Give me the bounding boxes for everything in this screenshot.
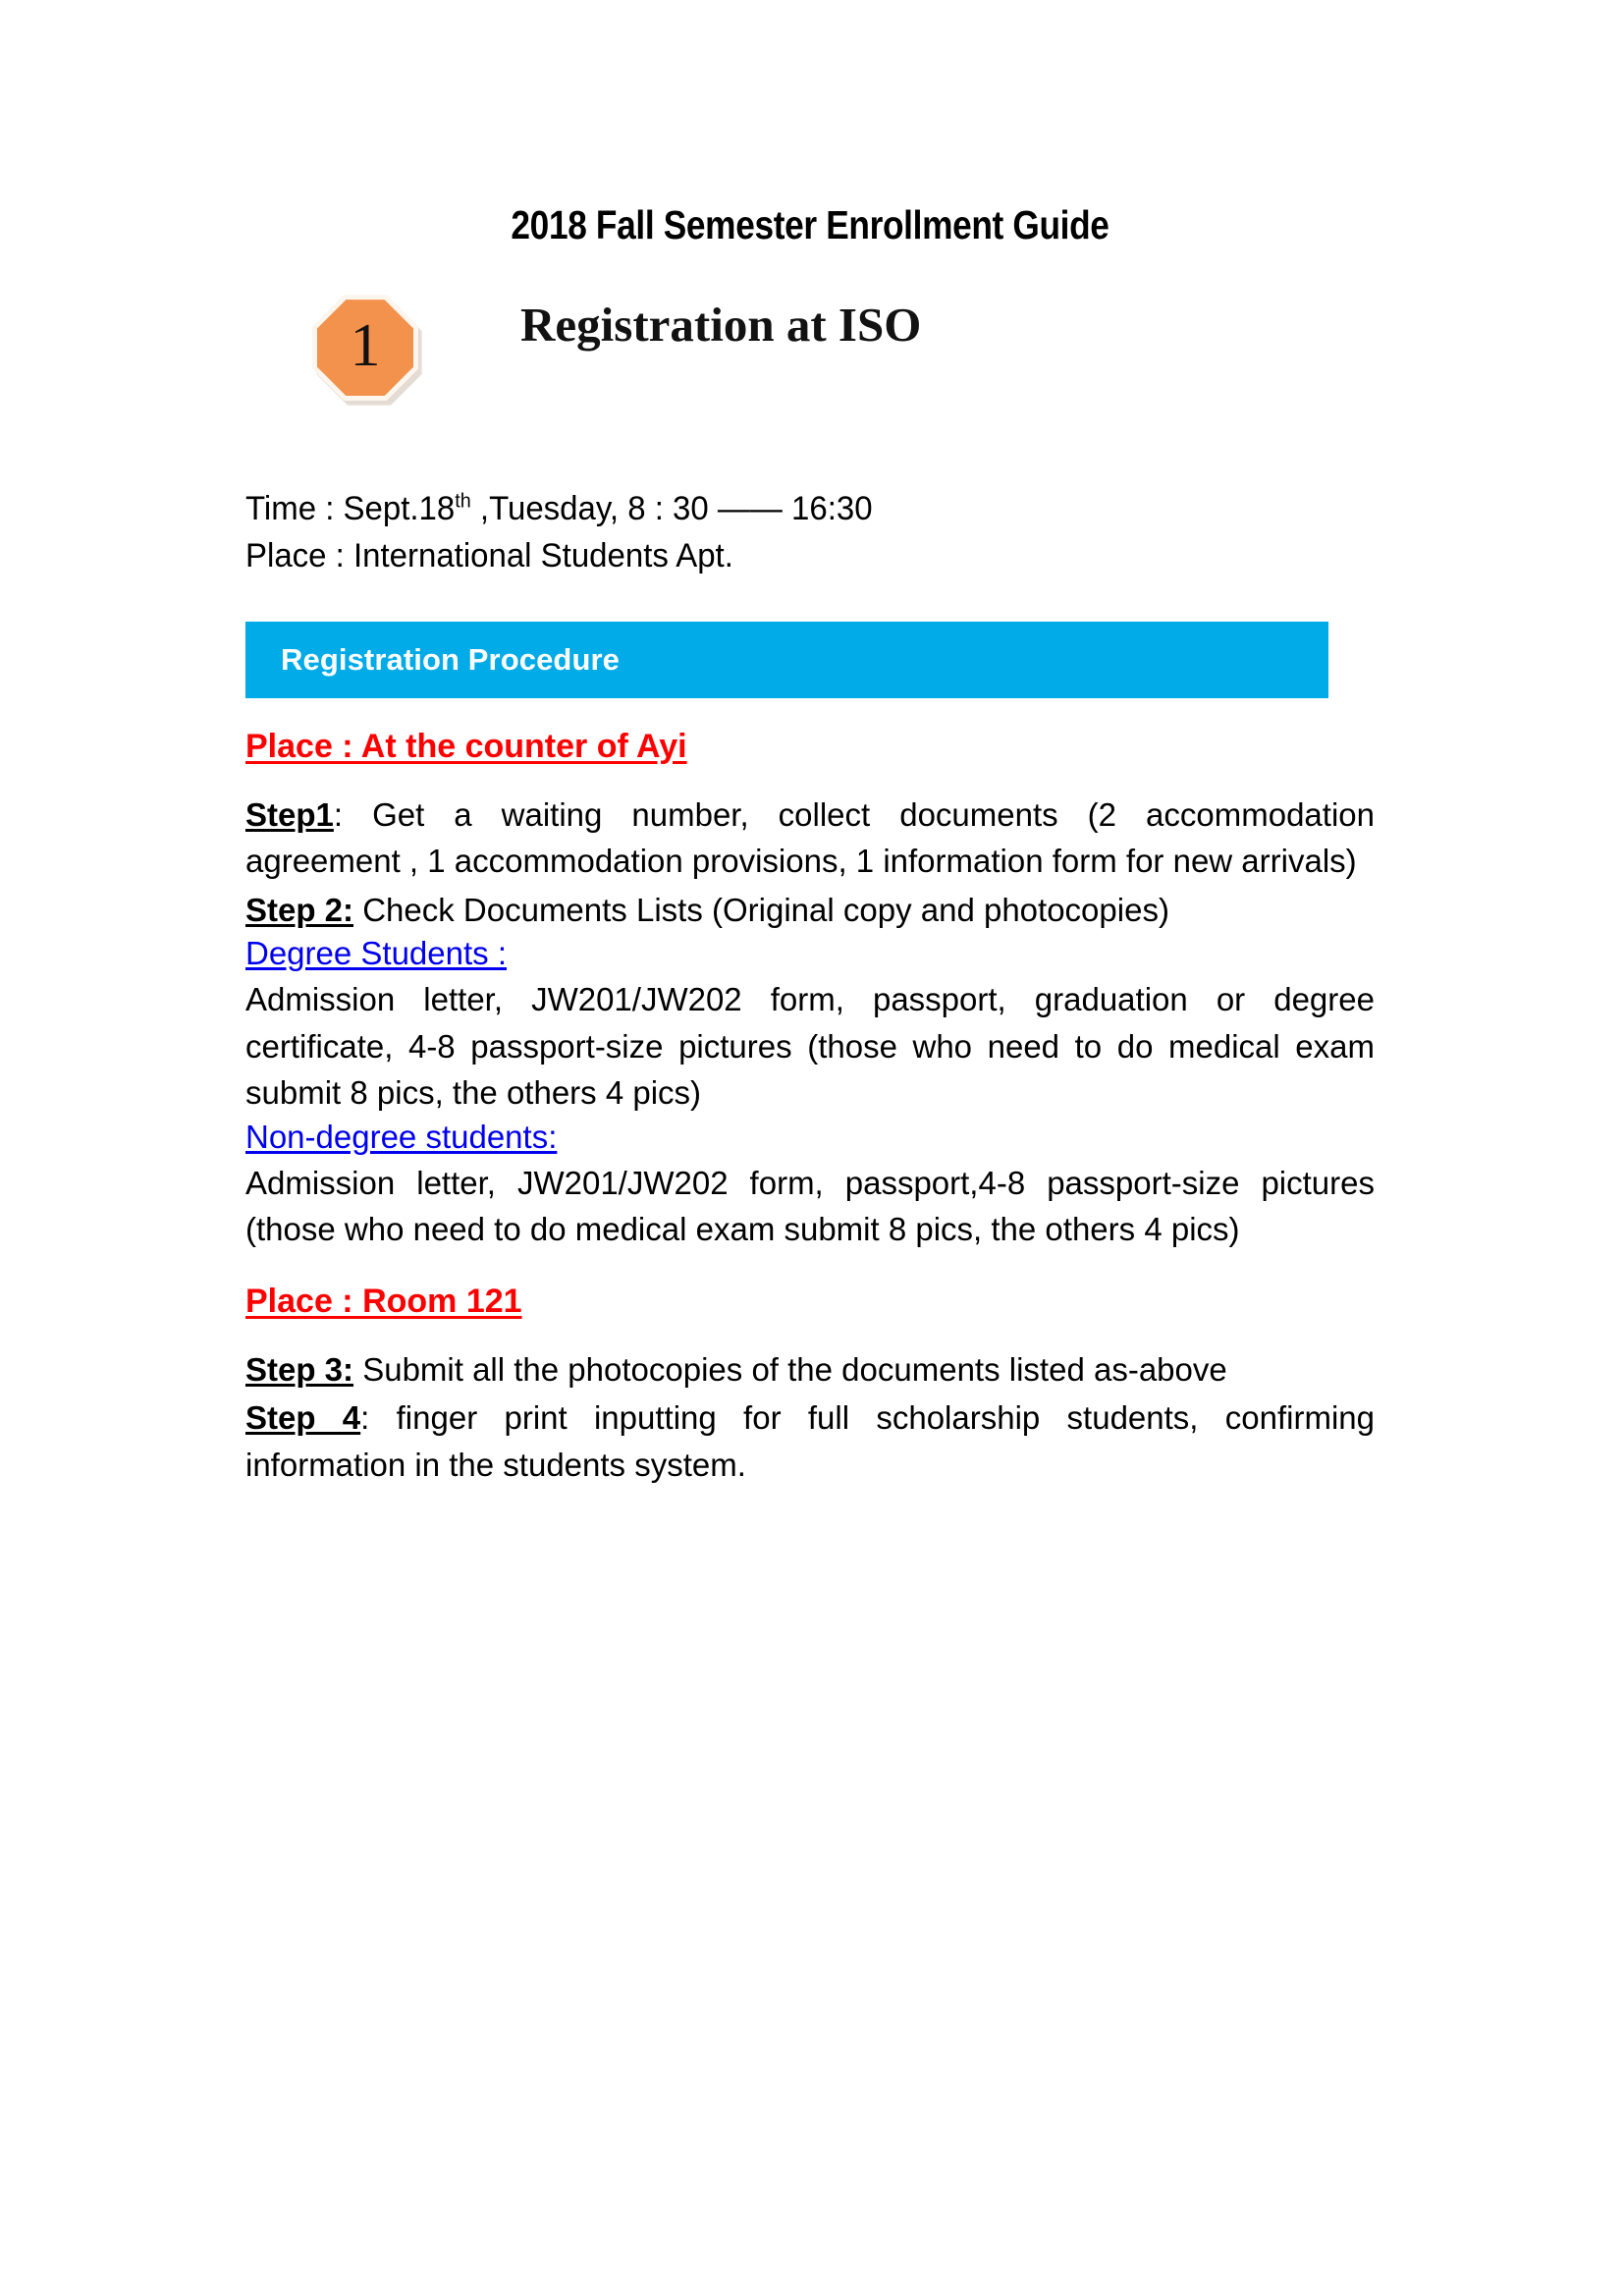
step1-text: : Get a waiting number, collect documents (2 accommodation agreement , 1 accommodation provisions, 1 information form for new arrivals) (245, 795, 1375, 880)
step3-text: Submit all the photocopies of the documents listed as-above (353, 1350, 1227, 1388)
place-ayi-row (245, 728, 1375, 766)
step4-text: : finger print inputting for full scholarship students, confirming information in the students system. (245, 1399, 1375, 1483)
page-title: 2018 Fall Semester Enrollment Guide (511, 202, 1109, 247)
step1-label: Step1 (245, 795, 334, 833)
step3-paragraph (245, 1346, 1375, 1394)
place-room-heading: Place : Room 121 (245, 1282, 522, 1320)
time-label: Time : Sept.18 (245, 490, 456, 528)
procedure-body (245, 728, 1375, 1489)
non-degree-students-row (245, 1119, 1375, 1156)
degree-students-row (245, 935, 1375, 972)
step1-paragraph (245, 792, 1375, 885)
place-ayi-heading: Place : At the counter of Ayi (245, 727, 687, 765)
step2-text: Check Documents Lists (Original copy and photocopies) (353, 891, 1169, 928)
step4-paragraph (245, 1394, 1375, 1488)
step3-label: Step 3: (245, 1350, 354, 1388)
section-heading-row (245, 287, 1375, 434)
section-title: Registration at ISO (520, 298, 922, 353)
time-value: ,Tuesday, 8 : 30 —— 16:30 (470, 490, 873, 528)
place-line: Place : International Students Apt. (245, 537, 733, 575)
document-content (245, 0, 1375, 1490)
degree-students-paragraph: Admission letter, JW201/JW202 form, passport, graduation or degree certificate, 4-8 passport-size pictures (those who need to do medical exam submit 8 pics, the others 4 pics) (245, 981, 1375, 1112)
time-line (245, 485, 1341, 532)
registration-procedure-banner (245, 622, 1328, 698)
badge-number-label: 1 (350, 312, 381, 380)
non-degree-students-paragraph: Admission letter, JW201/JW202 form, passport,4-8 passport-size pictures (those who need to do medical exam submit 8 pics, the others 4 pics) (245, 1164, 1375, 1248)
banner-label: Registration Procedure (281, 641, 621, 677)
degree-students-heading: Degree Students : (245, 935, 507, 972)
step2-paragraph (245, 887, 1375, 934)
place-room-row (245, 1283, 1375, 1321)
step-number-badge-icon (312, 295, 418, 401)
step4-label: Step 4 (245, 1399, 361, 1437)
step2-label: Step 2: (245, 891, 354, 928)
non-degree-students-heading: Non-degree students: (245, 1118, 558, 1155)
time-ordinal-suffix: th (455, 490, 471, 513)
